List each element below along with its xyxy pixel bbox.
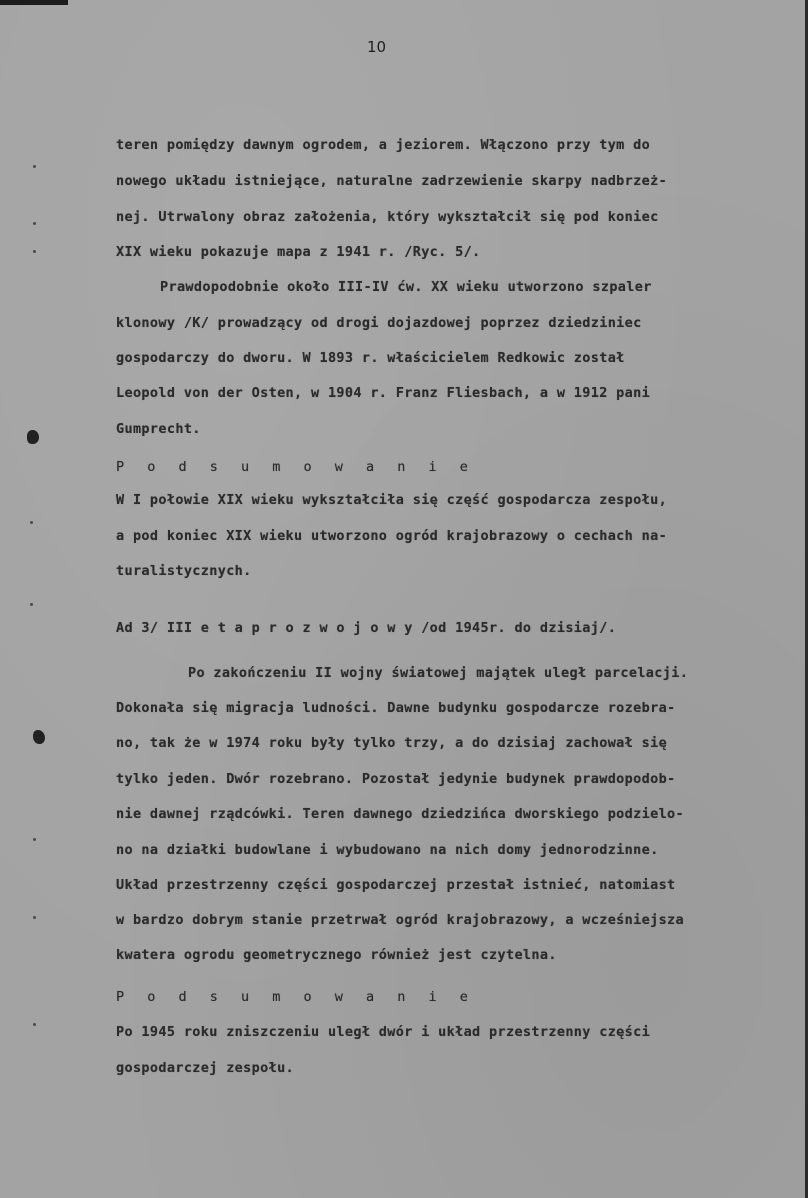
text-line: Gumprecht. (116, 421, 201, 437)
scan-corner-mark (0, 0, 68, 5)
text-line: Leopold von der Osten, w 1904 r. Franz Fliesbach, a w 1912 pani (116, 385, 651, 401)
scan-speck (30, 521, 33, 524)
scan-speck (33, 838, 36, 841)
scan-speck (33, 916, 36, 919)
text-line: w bardzo dobrym stanie przetrwał ogród krajobrazowy, a wcześniejsza (116, 912, 685, 928)
text-line: no, tak że w 1974 roku były tylko trzy, a do dzisiaj zachował się (116, 735, 668, 751)
stage-heading: Ad 3/ III e t a p r o z w o j o w y /od 1945r. do dzisiaj/. (116, 620, 617, 636)
text-line: nie dawnej rządcówki. Teren dawnego dziedzińca dworskiego podzielo- (116, 806, 685, 822)
scan-blot (33, 730, 45, 744)
text-line: nej. Utrwalony obraz założenia, który wykształcił się pod koniec (116, 209, 659, 225)
scan-speck (33, 1023, 36, 1026)
text-line: Po 1945 roku zniszczeniu uległ dwór i układ przestrzenny części (116, 1024, 651, 1040)
text-line: Po zakończeniu II wojny światowej majątek uległ parcelacji. (188, 665, 689, 681)
text-line: gospodarczy do dworu. W 1893 r. właścicielem Redkowic został (116, 350, 625, 366)
text-line: turalistycznych. (116, 563, 252, 579)
scan-blot (27, 430, 39, 444)
scan-speck (30, 603, 33, 606)
text-line: nowego układu istniejące, naturalne zadrzewienie skarpy nadbrzeż- (116, 173, 668, 189)
text-line: XIX wieku pokazuje mapa z 1941 r. /Ryc. 5/. (116, 244, 481, 260)
page-number: 10 (367, 38, 387, 56)
text-line: no na działki budowlane i wybudowano na nich domy jednorodzinne. (116, 842, 659, 858)
text-line: Prawdopodobnie około III-IV ćw. XX wieku utworzono szpaler (160, 279, 652, 295)
text-line: tylko jeden. Dwór rozebrano. Pozostał jedynie budynek prawdopodob- (116, 771, 676, 787)
section-heading: P o d s u m o w a n i e (116, 989, 476, 1005)
scan-speck (33, 250, 36, 253)
scan-speck (33, 165, 36, 168)
text-line: kwatera ogrodu geometrycznego również jest czytelna. (116, 947, 557, 963)
text-line: teren pomiędzy dawnym ogrodem, a jeziorem. Włączono przy tym do (116, 137, 651, 153)
text-line: W I połowie XIX wieku wykształciła się część gospodarcza zespołu, (116, 492, 668, 508)
text-line: klonowy /K/ prowadzący od drogi dojazdowej poprzez dziedziniec (116, 315, 642, 331)
text-line: a pod koniec XIX wieku utworzono ogród krajobrazowy o cechach na- (116, 528, 668, 544)
text-line: gospodarczej zespołu. (116, 1060, 295, 1076)
text-line: Układ przestrzenny części gospodarczej przestał istnieć, natomiast (116, 877, 676, 893)
scan-speck (33, 222, 36, 225)
text-line: Dokonała się migracja ludności. Dawne budynku gospodarcze rozebra- (116, 700, 676, 716)
section-heading: P o d s u m o w a n i e (116, 459, 476, 475)
